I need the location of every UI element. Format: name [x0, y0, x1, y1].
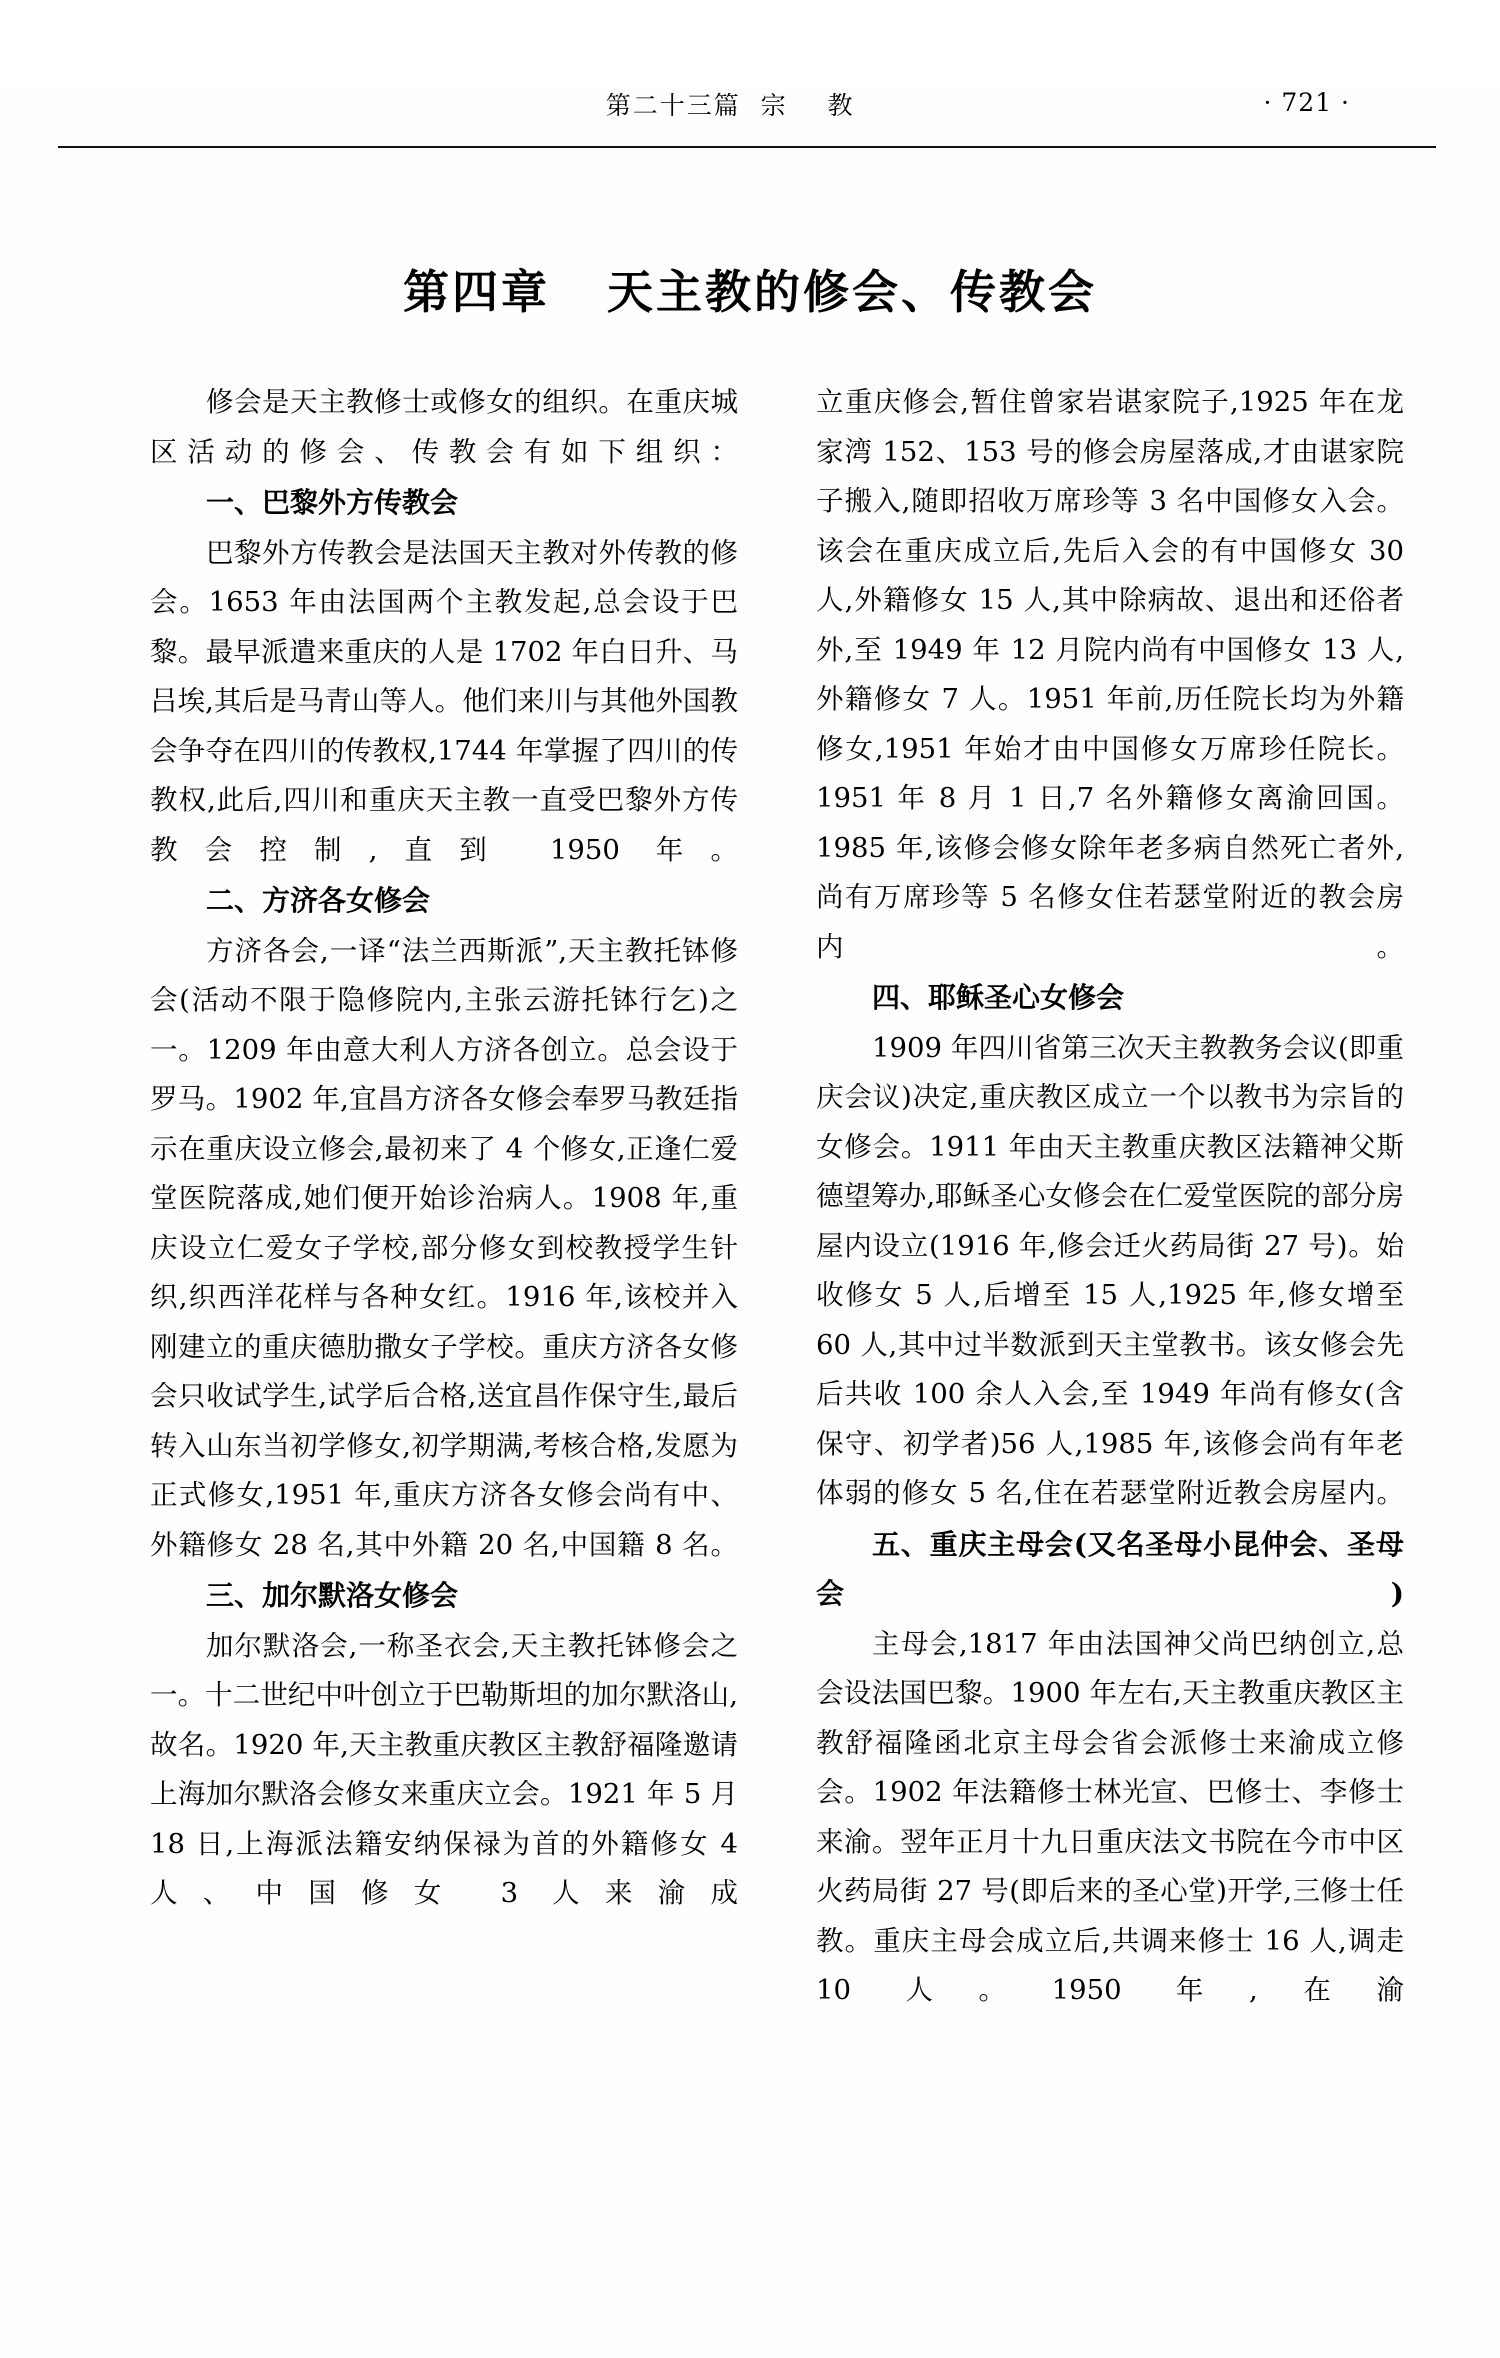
paragraph: 巴黎外方传教会是法国天主教对外传教的修会。1653 年由法国两个主教发起,总会设于巴黎。最早派遣来重庆的人是 1702 年白日升、马吕埃,其后是马青山等人。他们来川与其他外国教会争夺在四川的传教权,1744 年掌握了四川的传教权,此后,四川和重庆天主教一直受巴黎外方传教会控制,直到 1950 年。: [150, 536, 738, 866]
running-head: [150, 86, 1350, 146]
page-number: · 721 ·: [1263, 88, 1350, 117]
section-heading-2: 二、方济各女修会: [206, 884, 431, 917]
paragraph: 修会是天主教修士或修女的组织。在重庆城区活动的修会、传教会有如下组织：: [150, 386, 738, 468]
paragraph: 方济各会,一译“法兰西斯派”,天主教托钵修会(活动不限于隐修院内,主张云游托钵行乞)之一。1209 年由意大利人方济各创立。总会设于罗马。1902 年,宜昌方济各女修会奉罗马教廷指示在重庆设立修会,最初来了 4 个修女,正逢仁爱堂医院落成,她们便开始诊治病人。1908 年,重庆设立仁爱女子学校,部分修女到校教授学生针织,织西洋花样与各种女红。1916 年,该校并入刚建立的重庆德肋撒女子学校。重庆方济各女修会只收试学生,试学后合格,送宜昌作保守生,最后转入山东当初学修女,初学期满,考核合格,发愿为正式修女,1951 年,重庆方济各女修会尚有中、外籍修女 28 名,其中外籍 20 名,中国籍 8 名。: [150, 934, 738, 1561]
left-column: [150, 378, 738, 1920]
header-divider: [58, 146, 1436, 148]
section-heading-5: 五、重庆主母会(又名圣母小昆仲会、圣母会): [816, 1527, 1404, 1610]
document-page: [0, 86, 1500, 2358]
section-heading-4: 四、耶稣圣心女修会: [872, 981, 1125, 1014]
paragraph: 主母会,1817 年由法国神父尚巴纳创立,总会设法国巴黎。1900 年左右,天主教重庆教区主教舒福隆函北京主母会省会派修士来渝成立修会。1902 年法籍修士林光宣、巴修士、李修士来渝。翌年正月十九日重庆法文书院在今市中区火药局街 27 号(即后来的圣心堂)开学,三修士任教。重庆主母会成立后,共调来修士 16 人,调走 10 人。1950 年,在渝: [816, 1627, 1404, 2006]
chapter-title: 第四章 天主教的修会、传教会: [402, 265, 1098, 319]
paragraph: 立重庆修会,暂住曾家岩谌家院子,1925 年在龙家湾 152、153 号的修会房屋落成,才由谌家院子搬入,随即招收万席珍等 3 名中国修女入会。该会在重庆成立后,先后入会的有中国修女 30 人,外籍修女 15 人,其中除病故、退出和还俗者外,至 1949 年 12 月院内尚有中国修女 13 人,外籍修女 7 人。1951 年前,历任院长均为外籍修女,1951 年始才由中国修女万席珍任院长。1951 年 8 月 1 日,7 名外籍修女离渝回国。1985 年,该修会修女除年老多病自然死亡者外,尚有万席珍等 5 名修女住若瑟堂附近的教会房内。: [816, 386, 1404, 963]
body-columns: [150, 378, 1404, 2017]
paragraph: 加尔默洛会,一称圣衣会,天主教托钵修会之一。十二世纪中叶创立于巴勒斯坦的加尔默洛山,故名。1920 年,天主教重庆教区主教舒福隆邀请上海加尔默洛会修女来重庆立会。1921 年 5 月 18 日,上海派法籍安纳保禄为首的外籍修女 4 人、中国修女 3 人来渝成: [150, 1629, 738, 1909]
right-column: [816, 378, 1404, 2017]
section-heading-1: 一、巴黎外方传教会: [206, 486, 459, 519]
running-head-title: 第二十三篇 宗 教: [605, 91, 855, 120]
paragraph: 1909 年四川省第三次天主教教务会议(即重庆会议)决定,重庆教区成立一个以教书为宗旨的女修会。1911 年由天主教重庆教区法籍神父斯德望筹办,耶稣圣心女修会在仁爱堂医院的部分房屋内设立(1916 年,修会迁火药局街 27 号)。始收修女 5 人,后增至 15 人,1925 年,修女增至 60 人,其中过半数派到天主堂教书。该女修会先后共收 100 余人入会,至 1949 年尚有修女(含保守、初学者)56 人,1985 年,该修会尚有年老体弱的修女 5 名,住在若瑟堂附近教会房屋内。: [816, 1031, 1404, 1509]
section-heading-3: 三、加尔默洛女修会: [206, 1579, 459, 1612]
